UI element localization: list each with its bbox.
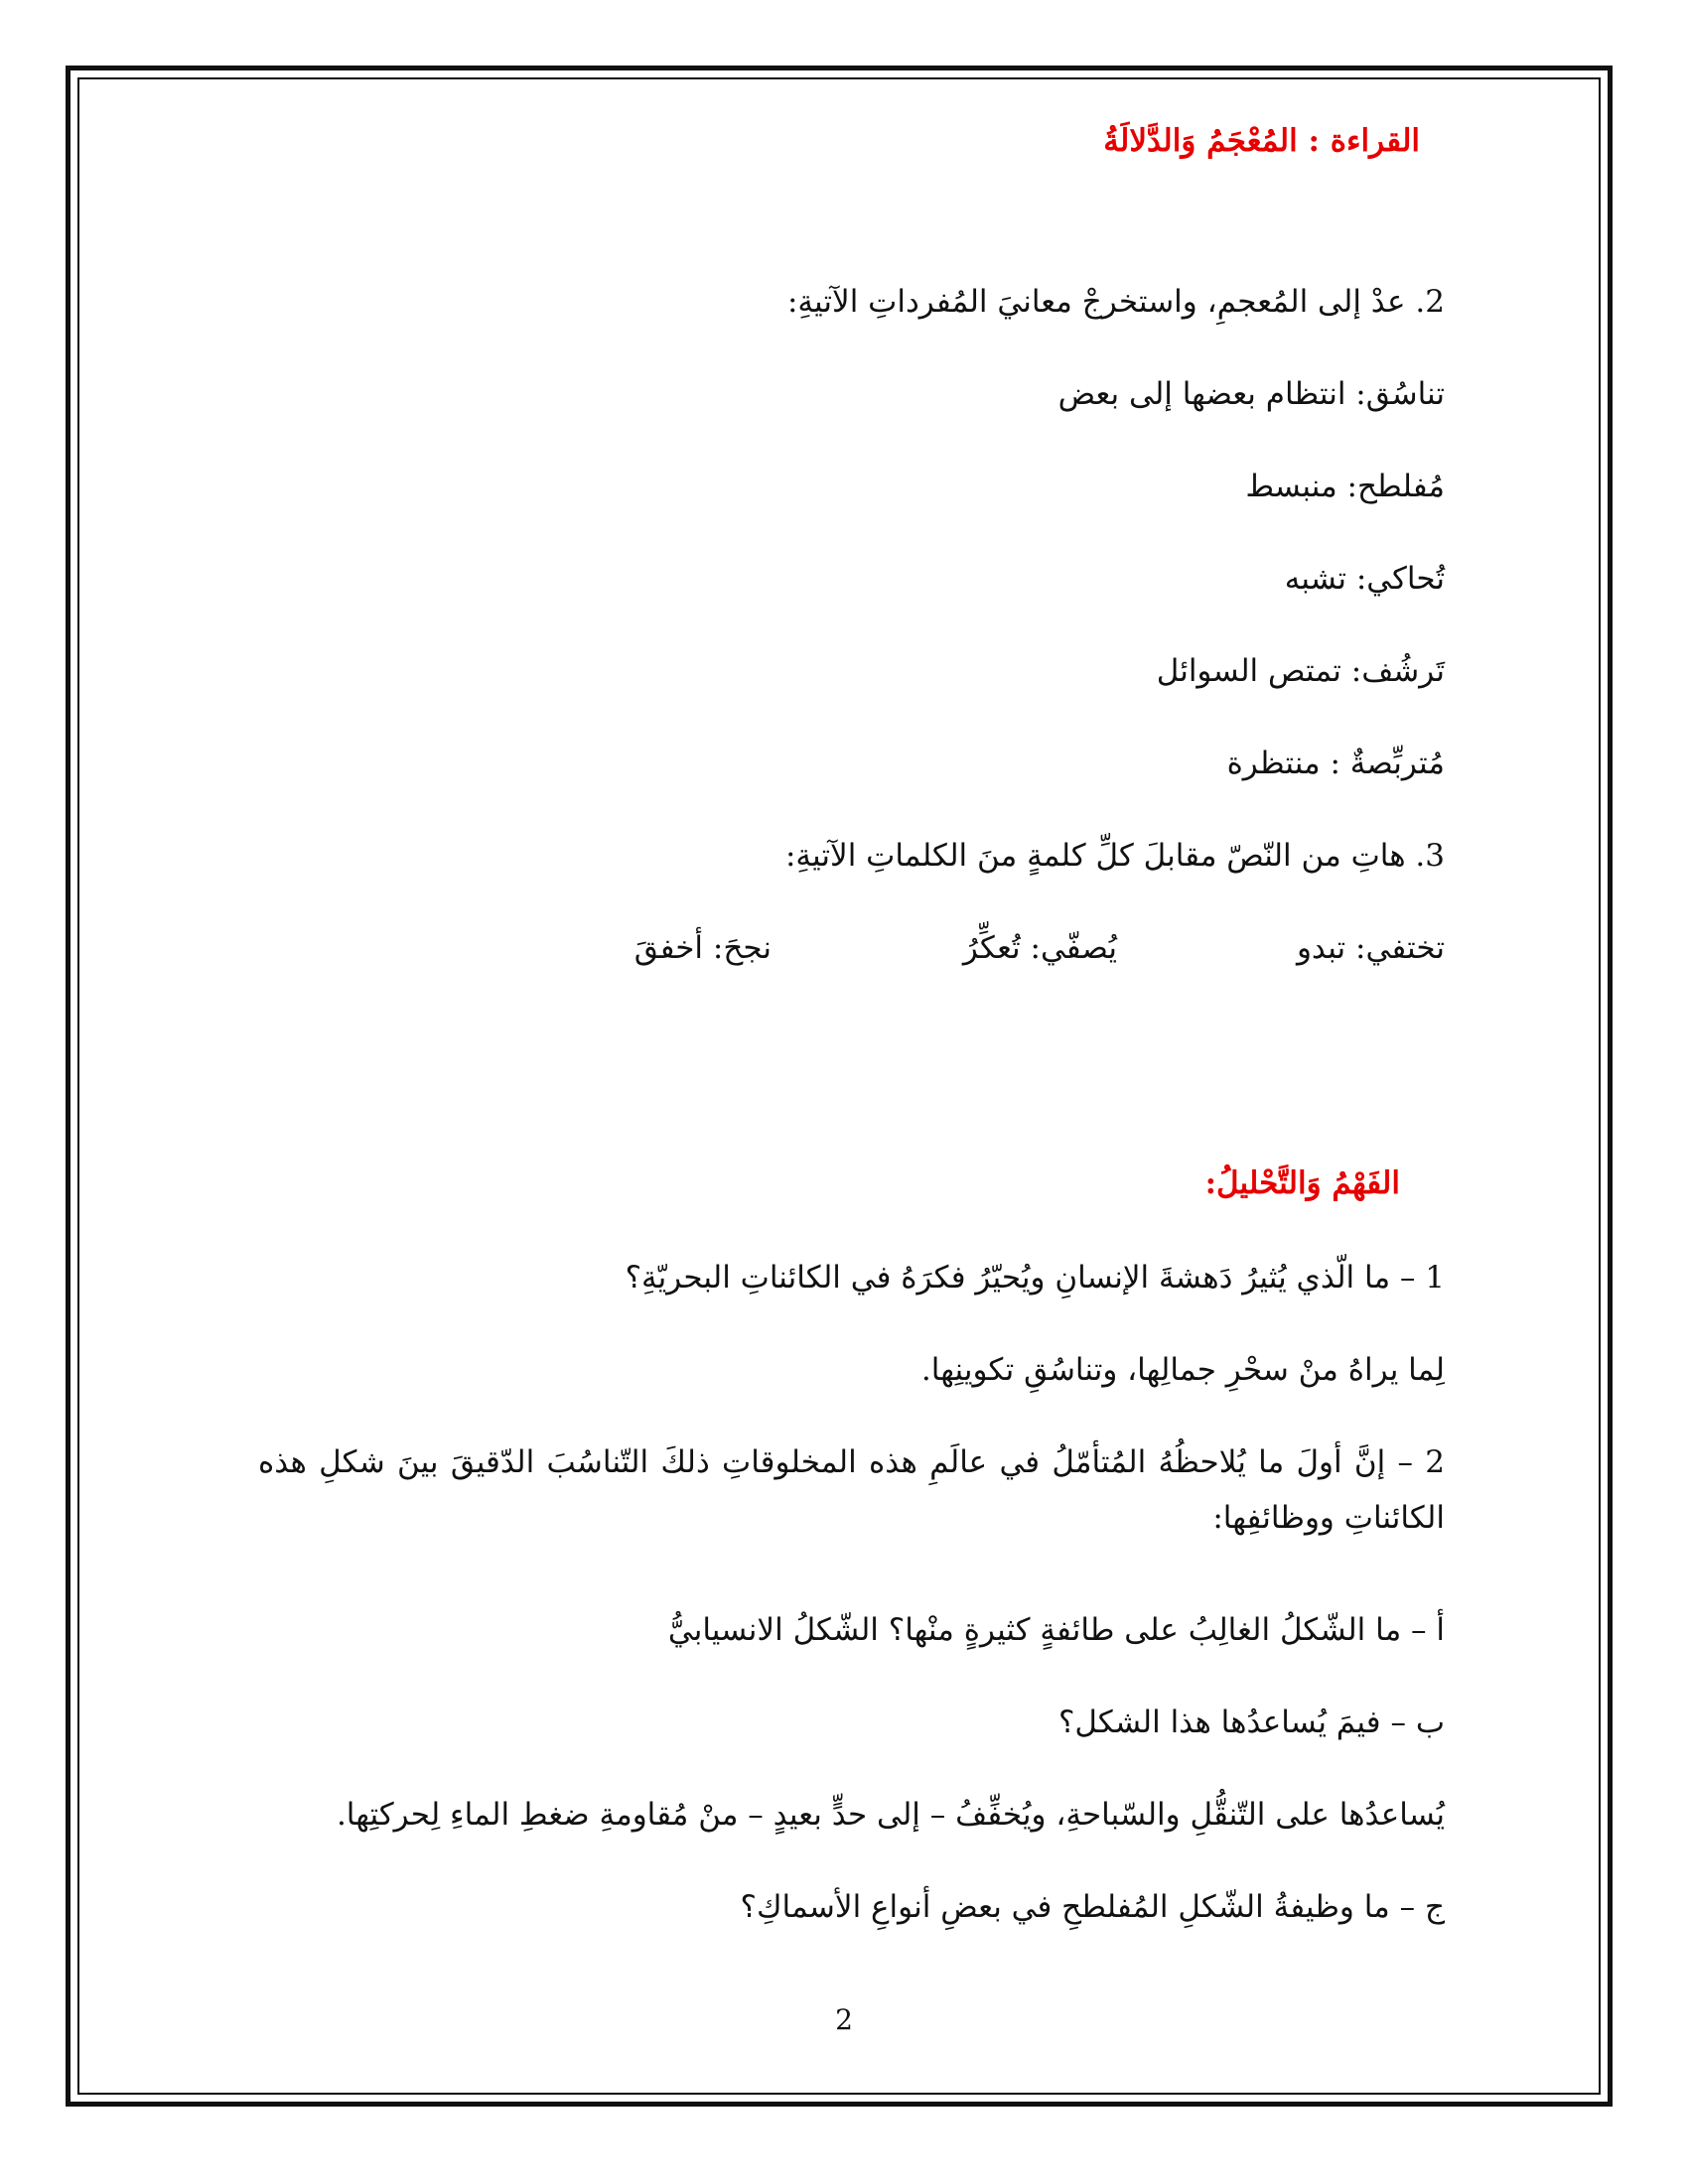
vocab-item: تُحاكي: تشبه — [1284, 561, 1445, 597]
vocab-item: تناسُق: انتظام بعضها إلى بعض — [1057, 376, 1445, 412]
answer-b: يُساعدُها على التّنقُّلِ والسّباحةِ، ويُخفِّفُ – إلى حدٍّ بعيدٍ – منْ مُقاومةِ ضغطِ الماءِ لِحركتِها. — [336, 1797, 1445, 1833]
vocab-item: مُتربِّصةٌ : منتظرة — [1226, 746, 1445, 781]
question-2: 2 – إنَّ أولَ ما يُلاحظُهُ المُتأمّلُ في عالَمِ هذه المخلوقاتِ ذلكَ التّناسُبَ الدّقيقَ بينَ شكلِ هذه الكائناتِ ووظائفِها: — [258, 1444, 1445, 1536]
section-title-comprehension: الفَهْمُ وَالتَّحْليلُ: — [1204, 1165, 1400, 1201]
vocab-item: مُفلطح: منبسط — [1245, 469, 1445, 504]
section-title-reading: القراءة : المُعْجَمُ وَالدَّلالَةُ — [1103, 123, 1420, 159]
question-b: ب – فيمَ يُساعدُها هذا الشكل؟ — [1057, 1705, 1445, 1740]
question-2: 2. عدْ إلى المُعجمِ، واستخرجْ معانيَ المُفرداتِ الآتيةِ: — [786, 284, 1445, 320]
opposite-item: تختفي: تبدو — [1296, 930, 1445, 966]
vocab-item: تَرشُف: تمتص السوائل — [1156, 653, 1445, 689]
page-number: 2 — [835, 2003, 853, 2036]
answer-1: لِما يراهُ منْ سحْرِ جمالِها، وتناسُقِ تكوينِها. — [920, 1352, 1445, 1388]
question-a: أ – ما الشّكلُ الغالِبُ على طائفةٍ كثيرةٍ منْها؟ الشّكلُ الانسيابيُّ — [667, 1612, 1445, 1648]
question-c: ج – ما وظيفةُ الشّكلِ المُفلطحِ في بعضِ أنواعِ الأسماكِ؟ — [740, 1889, 1445, 1925]
opposite-item: نجحَ: أخفقَ — [633, 930, 772, 966]
question-1: 1 – ما الّذي يُثيرُ دَهشةَ الإنسانِ ويُحيّرُ فكرَهُ في الكائناتِ البحريّةِ؟ — [625, 1260, 1445, 1296]
question-3: 3. هاتِ من النّصّ مقابلَ كلِّ كلمةٍ منَ الكلماتِ الآتيةِ: — [784, 838, 1445, 874]
opposite-item: يُصفّي: تُعكِّرُ — [962, 930, 1117, 966]
